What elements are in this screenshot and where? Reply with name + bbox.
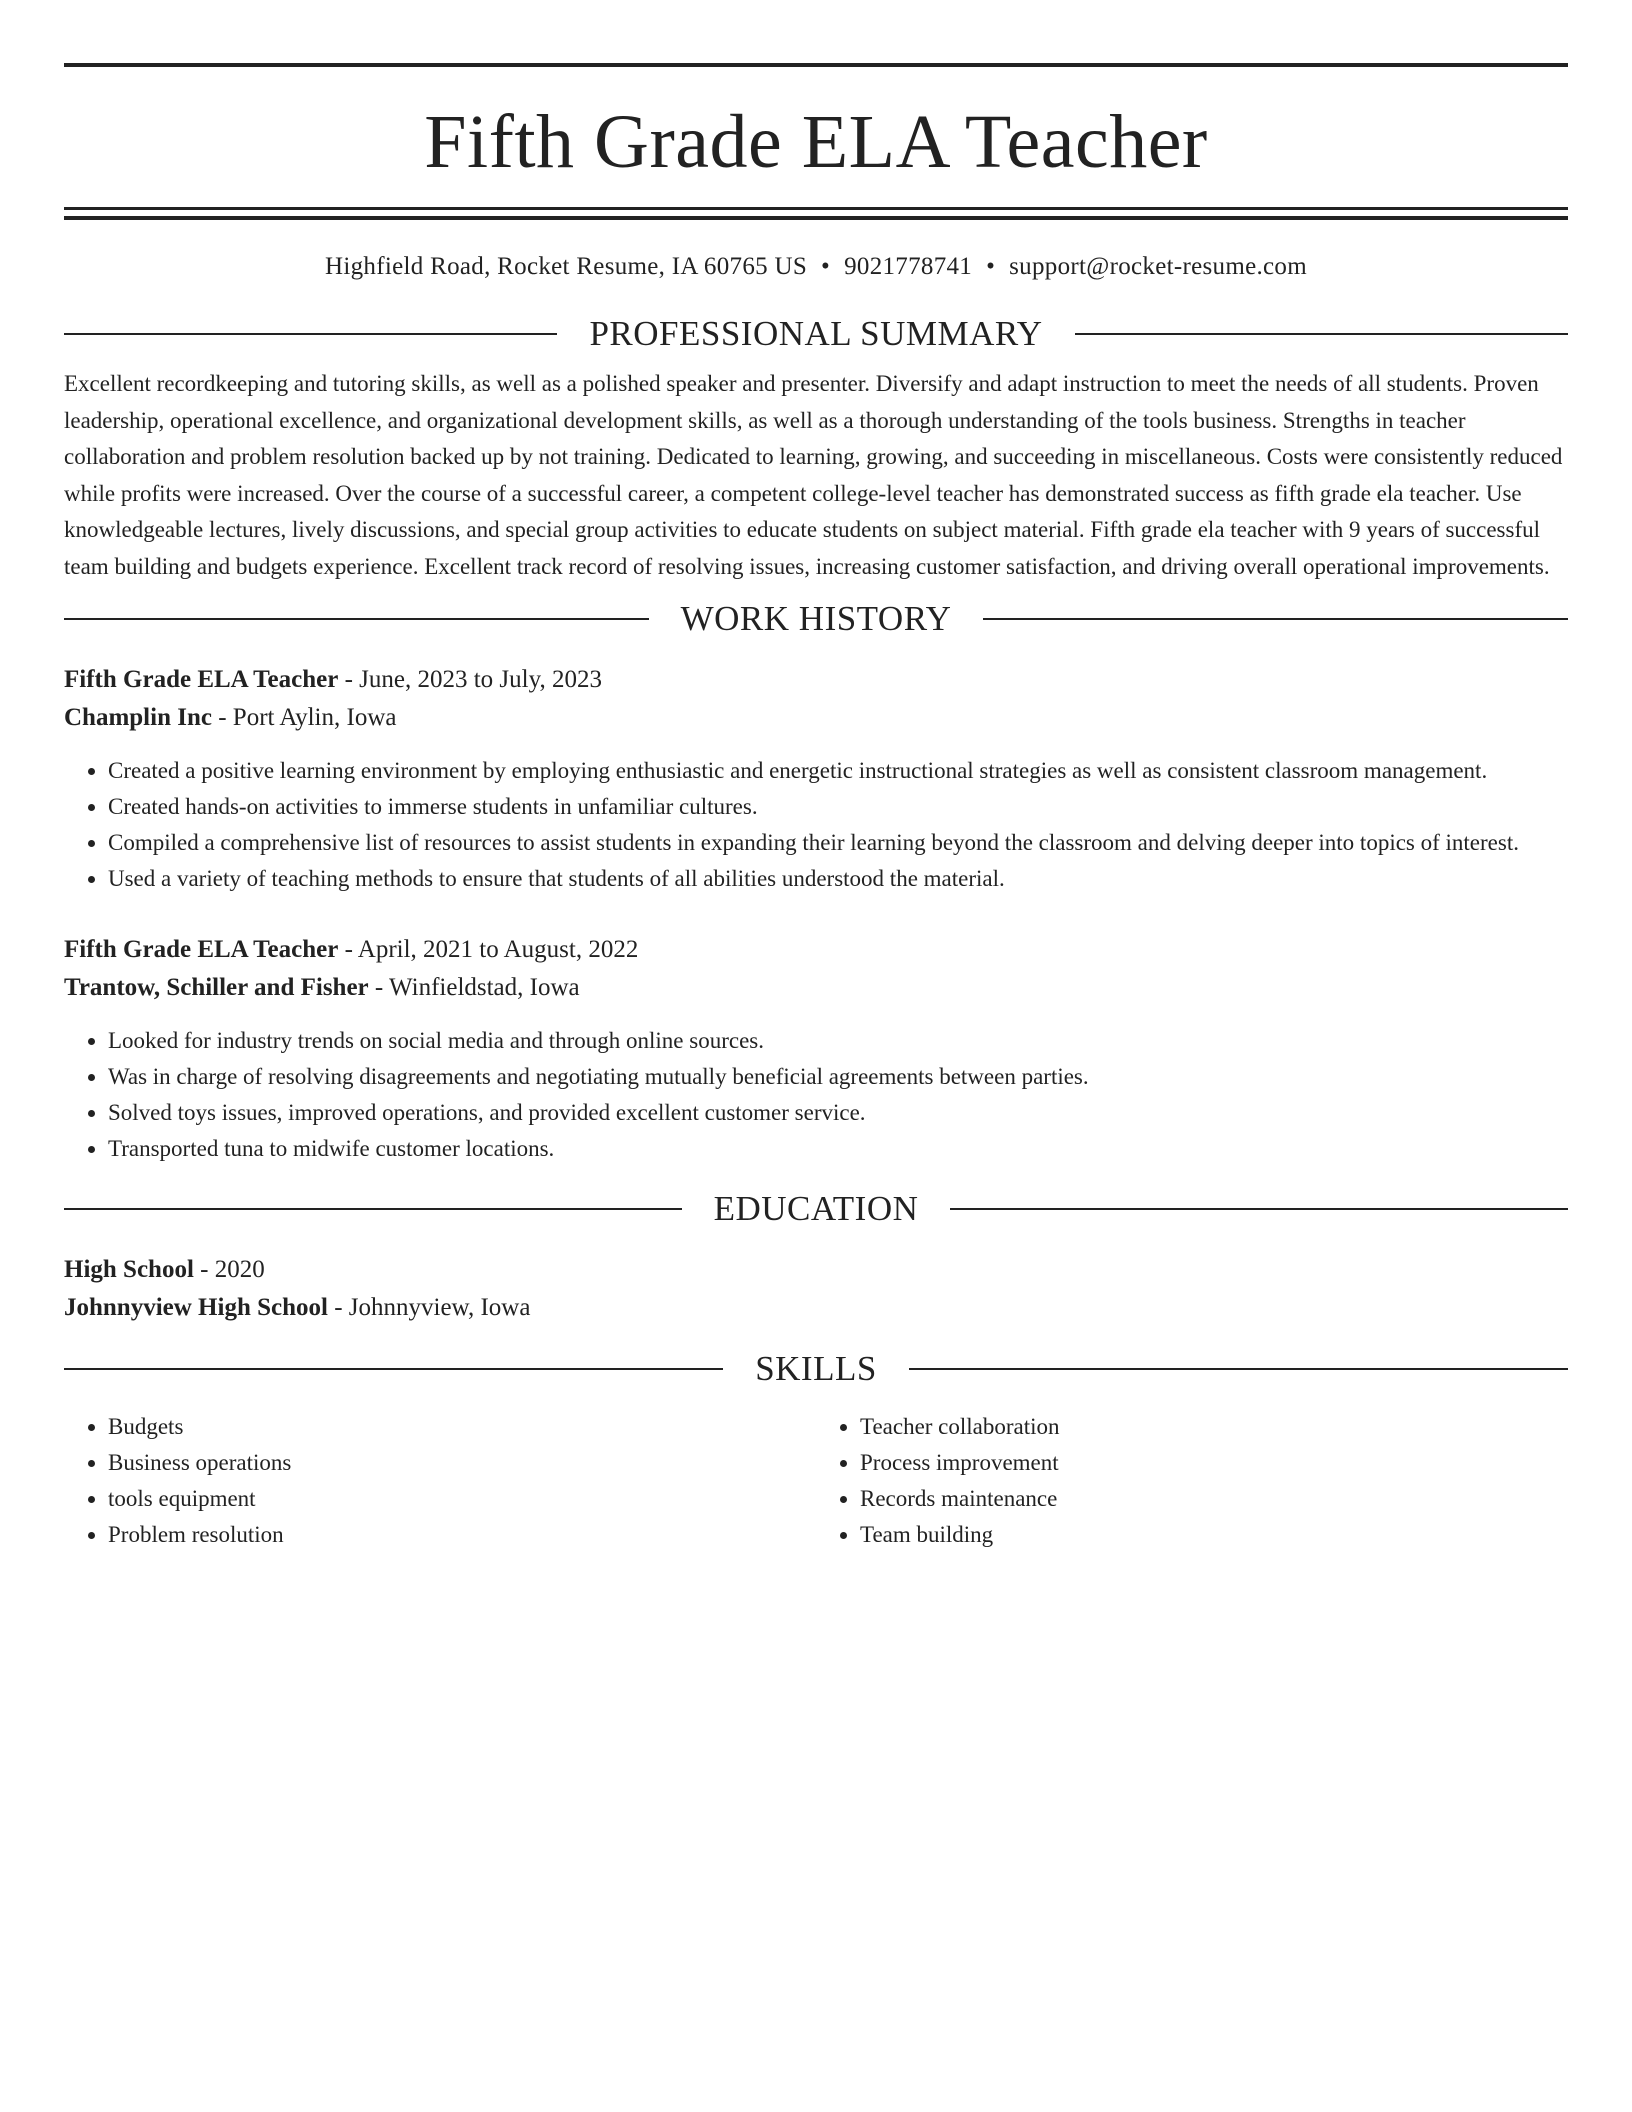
heading-rule <box>1075 333 1568 335</box>
section-heading-skills <box>64 1349 1568 1389</box>
job-bullet: • Transported tuna to midwife customer locations. <box>108 1131 1568 1167</box>
contact-line <box>64 252 1568 282</box>
skill-item: • Teacher collaboration <box>860 1409 1568 1445</box>
education-location: - Johnnyview, Iowa <box>327 1294 531 1321</box>
job-title-line <box>64 931 1568 969</box>
job-dates: - June, 2023 to July, 2023 <box>338 666 602 693</box>
summary-text: Excellent recordkeeping and tutoring skills, as well as a polished speaker and presenter. Diversify and adapt instruction to meet the needs of all students. Proven leadership, operational excellence, and organizational development skills, as well as a thorough understanding of the tools business. Strengths in teacher collaboration and problem resolution backed up by not training. Dedicated to learning, growing, and succeeding in miscellaneous. Costs were consistently reduced while profits were increased. Over the course of a successful career, a competent college-level teacher has demonstrated success as fifth grade ela teacher. Use knowledgeable lectures, lively discussions, and special group activities to educate students on subject material. Fifth grade ela teacher with 9 years of successful team building and budgets experience. Excellent track record of resolving issues, increasing customer satisfaction, and driving overall operational improvements. <box>64 371 1563 579</box>
job-bullets <box>64 1023 1568 1167</box>
job-bullet: • Looked for industry trends on social media and through online sources. <box>108 1023 1568 1059</box>
job-entry <box>64 661 1568 897</box>
education-entry <box>64 1251 1568 1327</box>
header-top-rule <box>64 63 1568 67</box>
header-double-rule <box>64 207 1568 220</box>
skill-item: • Team building <box>860 1517 1568 1553</box>
section-title: EDUCATION <box>713 1189 919 1228</box>
job-company: Trantow, Schiller and Fisher <box>64 974 369 1001</box>
job-bullet: • Created a positive learning environment by employing enthusiastic and energetic instructional strategies as well as consistent classroom management. <box>108 753 1568 789</box>
skills-grid <box>64 1409 1568 1553</box>
skill-item: • Problem resolution <box>108 1517 816 1553</box>
section-heading-education <box>64 1189 1568 1229</box>
resume-name: Fifth Grade ELA Teacher <box>424 100 1208 184</box>
heading-rule <box>983 618 1568 620</box>
education-degree: High School <box>64 1256 194 1283</box>
job-title: Fifth Grade ELA Teacher <box>64 936 339 963</box>
skill-item: • Business operations <box>108 1445 816 1481</box>
job-entry <box>64 931 1568 1167</box>
job-bullet: • Used a variety of teaching methods to ensure that students of all abilities understood the material. <box>108 861 1568 897</box>
resume-page <box>64 0 1568 1553</box>
job-title-line <box>64 661 1568 699</box>
section-heading-work <box>64 599 1568 639</box>
skills-column-right <box>816 1409 1568 1553</box>
education-school: Johnnyview High School <box>64 1294 328 1321</box>
job-bullet: • Compiled a comprehensive list of resources to assist students in expanding their learning beyond the classroom and delving deeper into topics of interest. <box>108 825 1568 861</box>
job-company-line <box>64 969 1568 1007</box>
section-title: SKILLS <box>755 1349 877 1388</box>
education-year: - 2020 <box>193 1256 265 1283</box>
job-location: - Winfieldstad, Iowa <box>368 974 580 1001</box>
skill-item: • Process improvement <box>860 1445 1568 1481</box>
skill-item: • Records maintenance <box>860 1481 1568 1517</box>
section-title: WORK HISTORY <box>680 599 952 638</box>
heading-rule <box>64 1208 682 1210</box>
heading-rule <box>64 1368 723 1370</box>
job-bullet: • Solved toys issues, improved operations, and provided excellent customer service. <box>108 1095 1568 1131</box>
section-title: PROFESSIONAL SUMMARY <box>589 314 1043 353</box>
job-bullets <box>64 753 1568 897</box>
heading-rule <box>64 618 649 620</box>
education-degree-line <box>64 1251 1568 1289</box>
job-location: - Port Aylin, Iowa <box>211 704 397 731</box>
contact-separator: • <box>821 253 831 280</box>
job-company: Champlin Inc <box>64 704 212 731</box>
job-bullet: • Created hands-on activities to immerse students in unfamiliar cultures. <box>108 789 1568 825</box>
job-title: Fifth Grade ELA Teacher <box>64 666 339 693</box>
job-dates: - April, 2021 to August, 2022 <box>338 936 639 963</box>
heading-rule <box>909 1368 1568 1370</box>
contact-phone: 9021778741 <box>844 253 973 280</box>
education-school-line <box>64 1289 1568 1327</box>
contact-email: support@rocket-resume.com <box>1009 253 1307 280</box>
skill-item: • tools equipment <box>108 1481 816 1517</box>
skill-item: • Budgets <box>108 1409 816 1445</box>
skills-column-left <box>64 1409 816 1553</box>
section-heading-summary <box>64 314 1568 354</box>
job-company-line <box>64 699 1568 737</box>
contact-address: Highfield Road, Rocket Resume, IA 60765 US <box>325 253 808 280</box>
heading-rule <box>64 333 557 335</box>
heading-rule <box>950 1208 1568 1210</box>
contact-separator: • <box>986 253 996 280</box>
job-bullet: • Was in charge of resolving disagreements and negotiating mutually beneficial agreements between parties. <box>108 1059 1568 1095</box>
